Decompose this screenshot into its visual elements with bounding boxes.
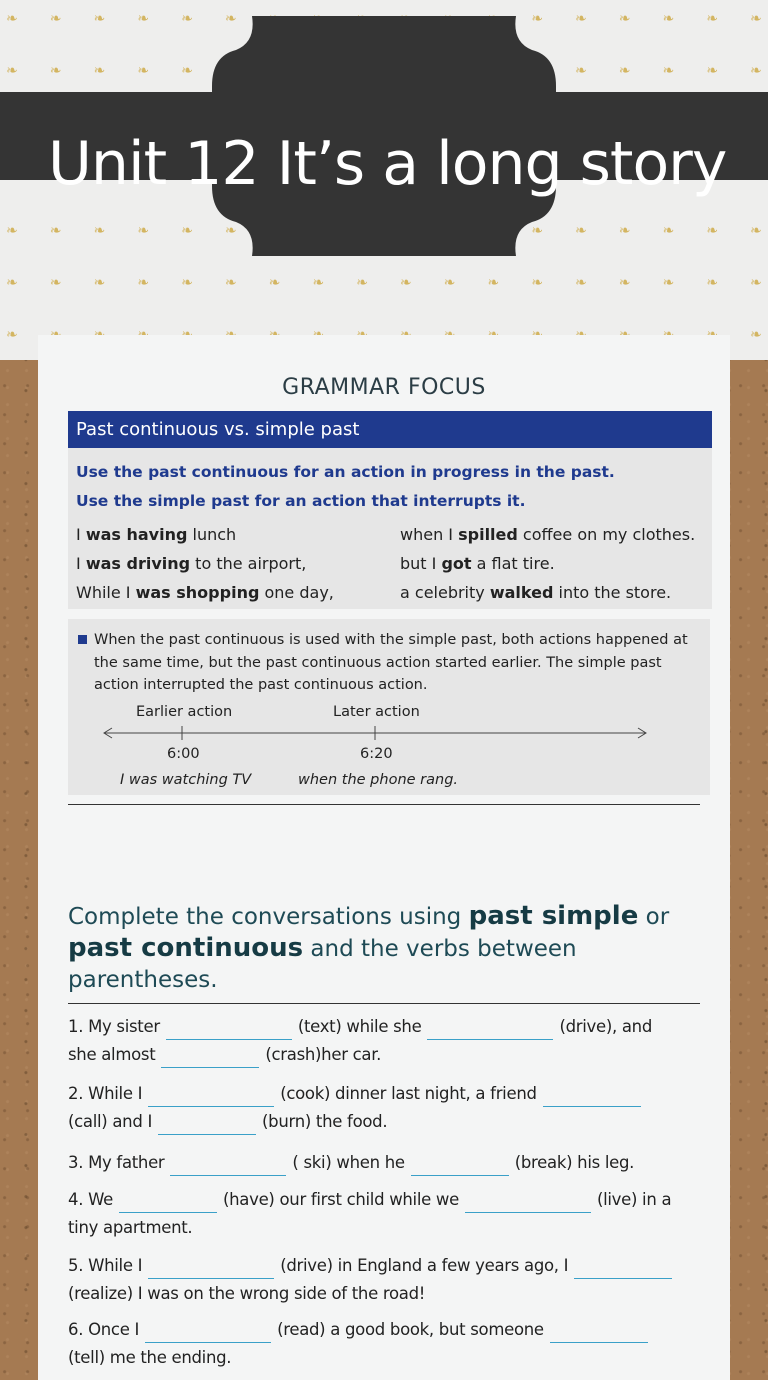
bow-icon: ❧ [662,223,675,239]
answer-blank[interactable] [574,1255,672,1279]
header-banner [0,0,768,360]
bow-icon: ❧ [224,275,237,291]
bow-icon: ❧ [750,11,762,27]
bow-icon: ❧ [137,223,150,239]
exercise-instructions: Complete the conversations using past simple or past continuous and the verbs between parentheses. [68,901,670,993]
bow-icon: ❧ [6,223,18,239]
answer-blank[interactable] [148,1255,274,1279]
bow-icon: ❧ [399,275,412,291]
worksheet-card [38,335,730,1380]
exercise-item: 1. My sister (text) while she (drive), and she almost (crash)her car. [68,1013,700,1069]
bow-icon: ❧ [6,63,18,79]
answer-blank[interactable] [148,1083,274,1107]
time-label: 6:20 [360,746,393,762]
grammar-rule: Use the past continuous for an action in progress in the past. [76,463,615,481]
answer-blank[interactable] [161,1044,259,1068]
bow-icon: ❧ [574,63,587,79]
exercise-item: 5. While I (drive) in England a few years ago, I (realize) I was on the wrong side of the road! [68,1252,700,1308]
bow-icon: ❧ [706,63,718,79]
bow-icon: ❧ [706,11,718,27]
grammar-note [68,619,710,795]
bow-icon: ❧ [531,275,543,291]
bow-icon: ❧ [268,275,281,291]
bow-icon: ❧ [487,275,500,291]
bow-icon: ❧ [49,11,62,27]
bow-icon: ❧ [181,63,193,79]
bow-icon: ❧ [750,275,762,291]
bow-icon: ❧ [49,275,62,291]
bow-icon: ❧ [137,63,150,79]
bow-icon: ❧ [618,223,631,239]
bow-icon: ❧ [574,275,587,291]
bow-icon: ❧ [93,223,106,239]
time-label: 6:00 [167,746,200,762]
bow-icon: ❧ [181,11,193,27]
grammar-box-title: Past continuous vs. simple past [68,411,712,448]
exercise-item: 3. My father ( ski) when he (break) his leg. [68,1149,700,1177]
answer-blank[interactable] [145,1319,271,1343]
bow-icon: ❧ [224,11,237,27]
example-row: I was driving to the airport, but I got a flat tire. [76,554,555,573]
bow-icon: ❧ [750,223,762,239]
answer-blank[interactable] [119,1189,217,1213]
answer-blank[interactable] [166,1016,292,1040]
grammar-rule: Use the simple past for an action that interrupts it. [76,492,526,510]
grammar-focus-heading: GRAMMAR FOCUS [282,375,486,400]
bow-icon: ❧ [49,223,62,239]
grammar-box [68,411,712,609]
bow-icon: ❧ [181,275,193,291]
bow-icon: ❧ [618,275,631,291]
bow-icon: ❧ [618,11,631,27]
answer-blank[interactable] [411,1152,509,1176]
bow-icon: ❧ [750,63,762,79]
bow-icon: ❧ [706,223,718,239]
bow-icon: ❧ [574,11,587,27]
bow-icon: ❧ [662,63,675,79]
section-divider [68,1003,700,1004]
section-divider [68,804,700,805]
answer-blank[interactable] [170,1152,286,1176]
note-text: When the past continuous is used with the simple past, both actions happened at the same time, but the past continuous action started earlier. The simple past action interrupted the past continuous action. [78,629,700,697]
timeline-caption: when the phone rang. [298,772,459,788]
answer-blank[interactable] [550,1319,648,1343]
bow-icon: ❧ [618,63,631,79]
grammar-rules [68,448,712,609]
bow-icon: ❧ [6,11,18,27]
bow-icon: ❧ [93,11,106,27]
bow-icon: ❧ [137,11,150,27]
answer-blank[interactable] [465,1189,591,1213]
answer-blank[interactable] [158,1111,256,1135]
bow-icon: ❧ [662,11,675,27]
bow-icon: ❧ [137,275,150,291]
bow-icon: ❧ [6,327,18,343]
bow-icon: ❧ [662,275,675,291]
bow-icon: ❧ [356,275,368,291]
bow-icon: ❧ [93,275,106,291]
earlier-action-label: Earlier action [136,704,233,720]
bow-icon: ❧ [224,223,237,239]
bow-icon: ❧ [93,63,106,79]
answer-blank[interactable] [543,1083,641,1107]
bow-icon: ❧ [181,223,193,239]
bow-icon: ❧ [706,275,718,291]
bow-icon: ❧ [531,223,543,239]
answer-blank[interactable] [427,1016,553,1040]
page-title: Unit 12 It’s a long story [48,129,727,199]
bow-icon: ❧ [750,327,762,343]
bow-icon: ❧ [531,11,543,27]
example-row: While I was shopping one day, a celebrity walked into the store. [76,583,672,602]
example-row: I was having lunch when I spilled coffee on my clothes. [76,525,696,544]
exercise-item: 6. Once I (read) a good book, but someone (tell) me the ending. [68,1316,700,1372]
exercise-item: 4. We (have) our first child while we (live) in a tiny apartment. [68,1190,672,1237]
bow-pattern-row [0,276,768,290]
exercise-item: 2. While I (cook) dinner last night, a friend (call) and I (burn) the food. [68,1080,700,1136]
example-rows [76,520,704,607]
bow-icon: ❧ [49,63,62,79]
bow-icon: ❧ [574,223,587,239]
bow-icon: ❧ [312,275,325,291]
later-action-label: Later action [333,704,420,720]
bow-icon: ❧ [6,275,18,291]
bow-icon: ❧ [443,275,456,291]
timeline-caption: I was watching TV [120,772,252,788]
